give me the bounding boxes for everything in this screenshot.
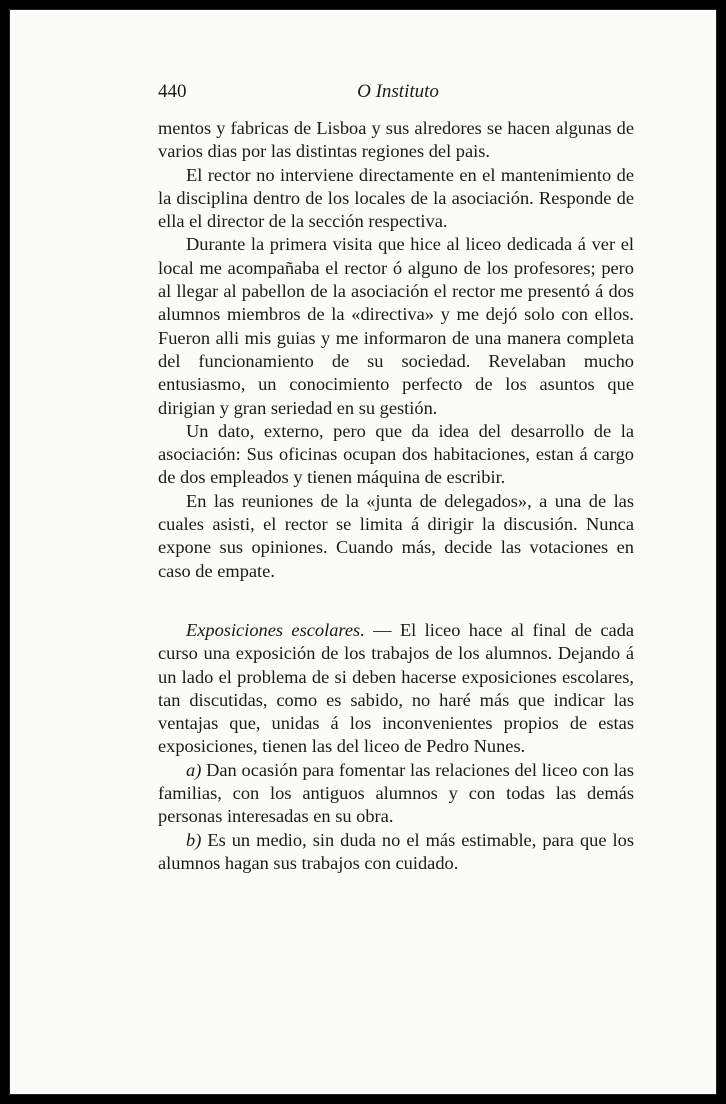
- section-text: — El liceo hace al final de cada curso una exposición de los trabajos de los alumnos. Dejando á un lado el problema de si deben hacerse exposiciones escolares, tan discutidas, como es sabido, no haré más que indicar las ventajas que, unidas á los inconvenientes propios de estas exposiciones, tienen las del liceo de Pedro Nunes.: [158, 619, 634, 757]
- running-title: O Instituto: [357, 81, 439, 102]
- paragraph: En las reuniones de la «junta de delegados», a una de las cuales asisti, el rector se limita á dirigir la discusión. Nunca expone sus opiniones. Cuando más, decide las votaciones en caso de empate.: [158, 490, 634, 581]
- list-marker: b): [186, 829, 202, 850]
- list-text: Dan ocasión para fomentar las relaciones del liceo con las familias, con los antiguos alumnos y con todas las demás personas interesadas en su obra.: [158, 759, 634, 827]
- section-paragraph: [158, 619, 634, 759]
- section-heading: Exposiciones escolares.: [186, 619, 365, 640]
- paragraph: mentos y fabricas de Lisboa y sus alredores se hacen algunas de varios dias por las distintas regiones del pais.: [158, 118, 634, 162]
- page-number: 440: [158, 81, 187, 102]
- list-marker: a): [186, 759, 202, 780]
- book-page: [9, 9, 717, 1095]
- page-header: [158, 75, 638, 105]
- paragraph: El rector no interviene directamente en el mantenimiento de la disciplina dentro de los locales de la asociación. Responde de ella el director de la sección respectiva.: [158, 164, 634, 232]
- paragraph: Durante la primera visita que hice al liceo dedicada á ver el local me acompañaba el rector ó alguno de los profesores; pero al llegar al pabellon de la asociación el rector me presentó á dos alumnos miembros de la «directiva» y me dejó solo con ellos. Fueron alli mis guias y me informaron de una manera completa del funcionamiento de su sociedad. Revelaban mucho entusiasmo, un conocimiento perfecto de los asuntos que dirigian y gran seriedad en su gestión.: [158, 234, 634, 418]
- page-body: [158, 117, 634, 875]
- list-item-b: [158, 829, 634, 876]
- list-text: Es un medio, sin duda no el más estimable, para que los alumnos hagan sus trabajos con cuidado.: [158, 829, 634, 873]
- list-item-a: [158, 759, 634, 829]
- paragraph: Un dato, externo, pero que da idea del desarrollo de la asociación: Sus oficinas ocupan dos habitaciones, estan á cargo de dos empleados y tienen máquina de escribir.: [158, 420, 634, 488]
